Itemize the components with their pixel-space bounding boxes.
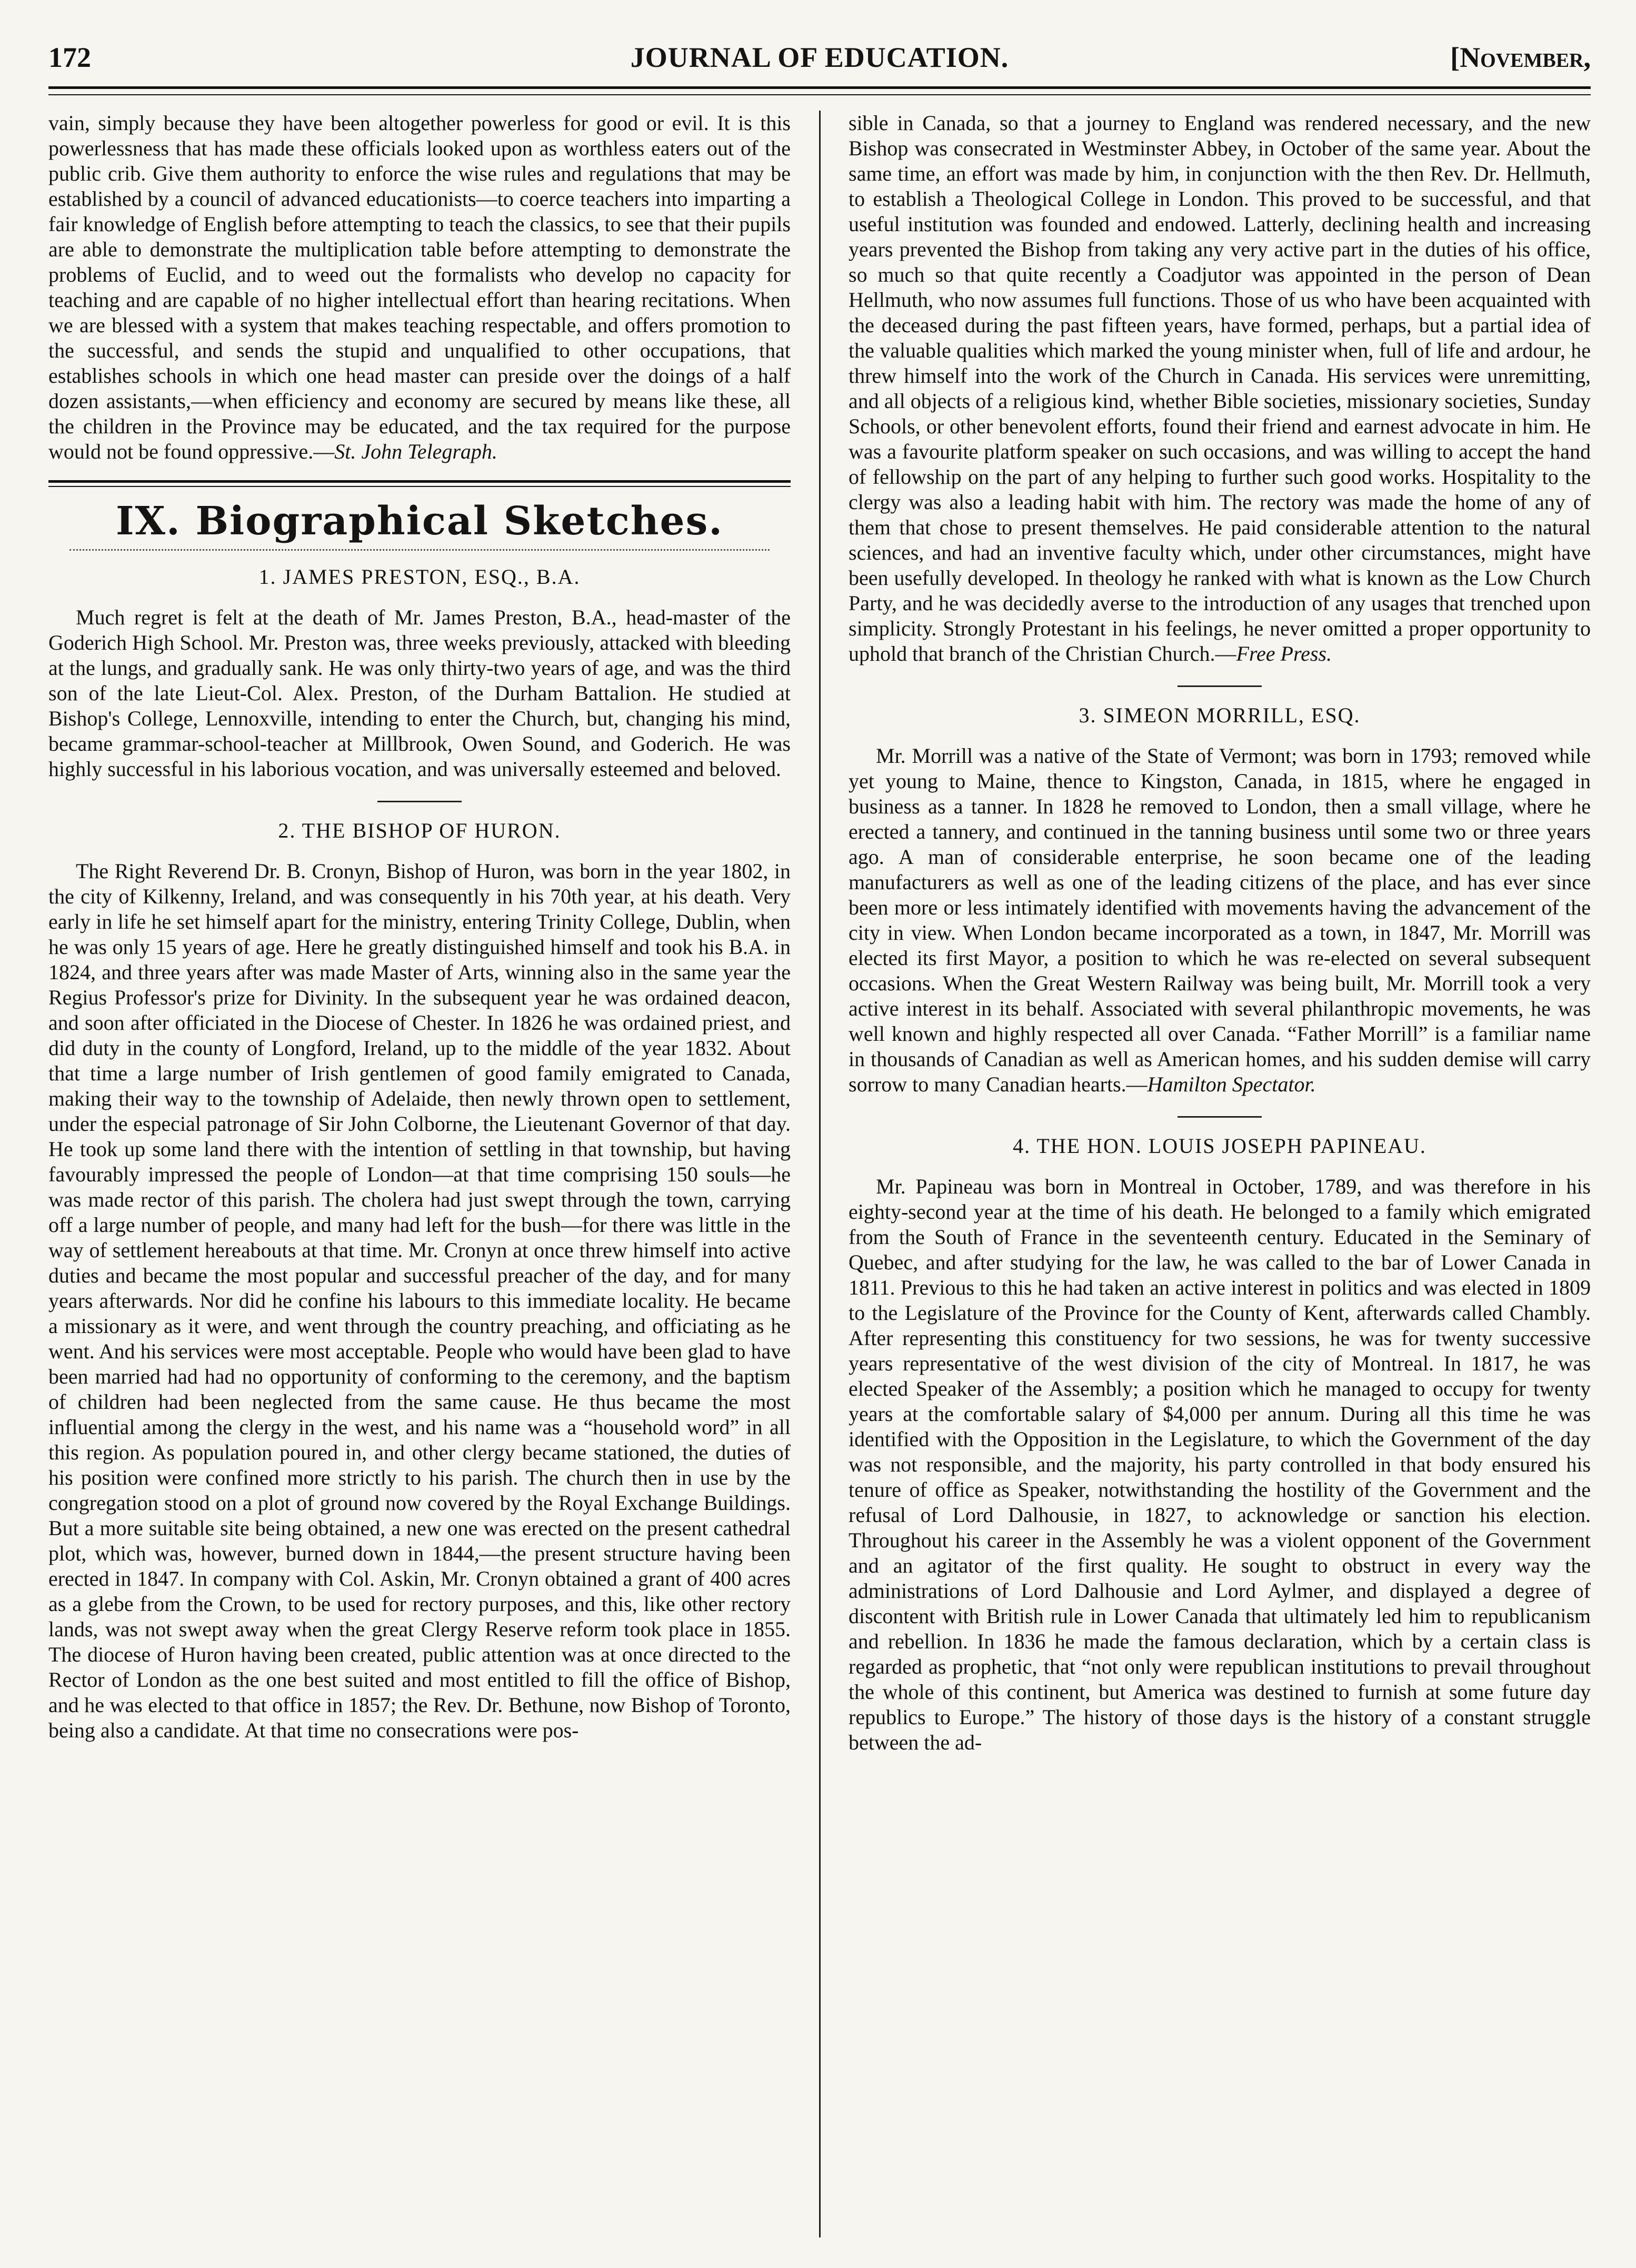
page-header — [48, 32, 1591, 89]
morrill-source: Hamilton Spectator. — [1147, 1072, 1316, 1096]
right-column — [849, 111, 1591, 2237]
sketch-title-preston: 1. JAMES PRESTON, ESQ., B.A. — [258, 565, 581, 589]
page-number: 172 — [48, 42, 91, 73]
sketch-text-huron: The Right Reverend Dr. B. Cronyn, Bishop of Huron, was born in the year 1802, in the city of Kilkenny, Ireland, and was consequently in his 70th year, at his death. Very early in life he set himself apart for the ministry, entering Trinity College, Dublin, when he was only 15 years of age. Here he greatly distinguished himself and took his B.A. in 1824, and three years after was made Master of Arts, winning also in the same year the Regius Professor's prize for Divinity. In the subsequent year he was ordained deacon, and soon after officiated in the Diocese of Chester. In 1826 he was ordained priest, and did duty in the county of Longford, Ireland, up to the middle of the year 1832. About that time a large number of Irish gentlemen of good family emigrated to Canada, making their way to the township of Adelaide, then newly thrown open to settlement, under the especial patronage of Sir John Colborne, the Lieutenant Governor of that day. He took up some land there with the intention of settling in that township, but having favourably impressed the people of London—at that time comprising 150 souls—he was made rector of this parish. The cholera had just swept through the town, carrying off a large number of people, and many had left for the bush—for there was little in the way of settlement hereabouts at that time. Mr. Cronyn at once threw himself into active duties and became the most popular and successful preacher of the day, and for many years afterwards. Nor did he confine his labours to this immediate locality. He became a missionary as it were, and went through the country preaching, and officiating as he went. And his services were most acceptable. People who would have been glad to have been married had had no opportunity of conforming to the ceremony, and the baptism of children had been neglected from the same cause. He thus became the most influential among the clergy in the west, and his name was a “household word” in all this region. As population poured in, and other clergy became stationed, the duties of his position were confined more strictly to his parish. The church then in use by the congregation stood on a plot of ground now covered by the Royal Exchange Buildings. But a more suitable site being obtained, a new one was erected on the present cathedral plot, which was, however, burned down in 1844,—the present structure having been erected in 1847. In company with Col. Askin, Mr. Cronyn obtained a grant of 400 acres as a glebe from the Crown, to be used for rectory purposes, and this, like other rectory lands, was not swept away when the great Clergy Reserve reform took place in 1855. The diocese of Huron having been created, public attention was at once directed to the Rector of London as the one best suited and most entitled to fill the office of Bishop, and he was elected to that office in 1857; the Rev. Dr. Bethune, now Bishop of Toronto, being also a candidate. At that time no consecrations were pos- — [48, 859, 791, 1742]
sketch-text-preston: Much regret is felt at the death of Mr. James Preston, B.A., head-master of the Goderich High School. Mr. Preston was, three weeks previously, attacked with bleeding at the lungs, and gradually sank. He was only thirty-two years of age, and was the third son of the late Lieut-Col. Alex. Preston, of the Durham Battalion. He studied at Bishop's College, Lennoxville, intending to enter the Church, but, changing his mind, became grammar-school-teacher at Millbrook, Owen Sound, and Goderich. He was highly successful in his laborious vocation, and was universally esteemed and beloved. — [48, 605, 791, 781]
sketch-text-morrill: Mr. Morrill was a native of the State of Vermont; was born in 1793; removed while yet young to Maine, thence to Kingston, Canada, in 1815, where he engaged in business as a tanner. In 1828 he removed to London, then a small village, where he erected a tannery, and continued in the tanning business until some two or three years ago. A man of considerable enterprise, he soon became one of the leading manufacturers as well as one of the leading citizens of the place, and has ever since been more or less intimately identified with movements having the advancement of the city in view. When London became incorporated as a town, in 1847, Mr. Morrill was elected its first Mayor, a position to which he was re-elected on several subsequent occasions. When the Great Western Railway was being built, Mr. Morrill took a very active interest in its behalf. Associated with several philanthropic movements, he was well known and highly respected all over Canada. “Father Morrill” is a familiar name in thousands of Canadian as well as American homes, and his sudden demise will carry sorrow to many Canadian hearts.—Hamilton Spectator. — [849, 744, 1591, 1096]
sketch-title-papineau: 4. THE HON. LOUIS JOSEPH PAPINEAU. — [1013, 1134, 1426, 1158]
left-column — [48, 111, 791, 2237]
issue-month: [November, — [1450, 42, 1591, 73]
short-rule — [1178, 685, 1262, 687]
header-rule — [48, 86, 1591, 95]
journal-title: JOURNAL OF EDUCATION. — [630, 42, 1009, 73]
sketch-title-morrill: 3. SIMEON MORRILL, ESQ. — [1079, 703, 1361, 727]
huron-source: Free Press. — [1236, 642, 1332, 665]
short-rule — [1178, 1116, 1262, 1118]
article-columns — [48, 111, 1591, 2237]
journal-page — [48, 32, 1591, 2243]
section-rule — [48, 480, 791, 487]
continued-paragraph: vain, simply because they have been altogether powerless for good or evil. It is this powerlessness that has made these officials looked upon as worthless eaters out of the public crib. Give them authority to enforce the wise rules and regulations that may be established by a council of advanced educationists—to coerce teachers into imparting a fair knowledge of English before attempting to teach the classics, to see that their pupils are able to demonstrate the multiplication table before attempting to demonstrate the problems of Euclid, and to weed out the formalists who develop no capacity for teaching and are capable of no higher intellectual effort than hearing recitations. When we are blessed with a system that makes teaching respectable, and offers promotion to the successful, and sends the stupid and unqualified to other occupations, that establishes schools in which one head master can preside over the doings of a half dozen assistants,—when efficiency and economy are secured by means like these, all the children in the Province may be educated, and the tax required for the purpose would not be found oppressive.—St. John Telegraph. — [48, 111, 791, 463]
column-divider — [819, 111, 821, 2237]
short-rule — [377, 801, 462, 802]
dotted-rule — [69, 549, 770, 551]
section-heading: IX. Biographical Sketches. — [115, 499, 724, 544]
sketch-title-huron: 2. THE BISHOP OF HURON. — [278, 819, 561, 842]
sketch-text-huron-continued: sible in Canada, so that a journey to England was rendered necessary, and the new Bishop was consecrated in Westminster Abbey, in October of the same year. About the same time, an effort was made by him, in conjunction with the then Rev. Dr. Hellmuth, to establish a Theological College in London. This proved to be successful, and that useful institution was founded and endowed. Latterly, declining health and increasing years prevented the Bishop from taking any very active part in the duties of his office, so much so that quite recently a Coadjutor was appointed in the person of Dean Hellmuth, who now assumes full functions. Those of us who have been acquainted with the deceased during the past fifteen years, have formed, perhaps, but a partial idea of the valuable qualities which marked the young minister when, full of life and ardour, he threw himself into the work of the Church in Canada. His services were unremitting, and all objects of a religious kind, whether Bible societies, missionary societies, Sunday Schools, or other benevolent efforts, found their friend and earnest advocate in him. He was a favourite platform speaker on such occasions, and was willing to accept the hand of fellowship on the part of any helping to further such good works. Hospitality to the clergy was also a leading habit with him. The rectory was made the home of any of them that chose to present themselves. He paid considerable attention to the natural sciences, and had an inventive faculty which, under other circumstances, might have been usefully developed. In theology he ranked with what is known as the Low Church Party, and he was decidedly averse to the introduction of any usages that trenched upon simplicity. Strongly Protestant in his feelings, he never omitted a proper opportunity to uphold that branch of the Christian Church.—Free Press. — [849, 111, 1591, 665]
sketch-text-papineau: Mr. Papineau was born in Montreal in October, 1789, and was therefore in his eighty-second year at the time of his death. He belonged to a family which emigrated from the South of France in the seventeenth century. Educated in the Seminary of Quebec, and after studying for the law, he was called to the bar of Lower Canada in 1811. Previous to this he had taken an active interest in politics and was elected in 1809 to the Legislature of the Province for the County of Kent, afterwards called Chambly. After representing this constituency for two sessions, he was for twenty successive years representative of the west division of the city of Montreal. In 1817, he was elected Speaker of the Assembly; a position which he managed to occupy for twenty years at the comfortable salary of $4,000 per annum. During all this time he was identified with the Opposition in the Legislature, to which the Government of the day was not responsible, and the majority, his party controlled in that body ensured his tenure of office as Speaker, notwithstanding the hostility of the Government and the refusal of Lord Dalhousie, in 1827, to acknowledge or sanction his election. Throughout his career in the Assembly he was a violent opponent of the Government and an agitator of the first quality. He sought to obstruct in every way the administrations of Lord Dalhousie and Lord Aylmer, and displayed a degree of discontent with British rule in Lower Canada that ultimately led him to republicanism and rebellion. In 1836 he made the famous declaration, which by a certain class is regarded as prophetic, that “not only were republican institutions to prevail throughout the whole of this continent, but America was destined to furnish at some future day republics to Europe.” The history of those days is the history of a constant struggle between the ad- — [849, 1175, 1591, 1754]
continued-source: St. John Telegraph. — [334, 440, 497, 463]
